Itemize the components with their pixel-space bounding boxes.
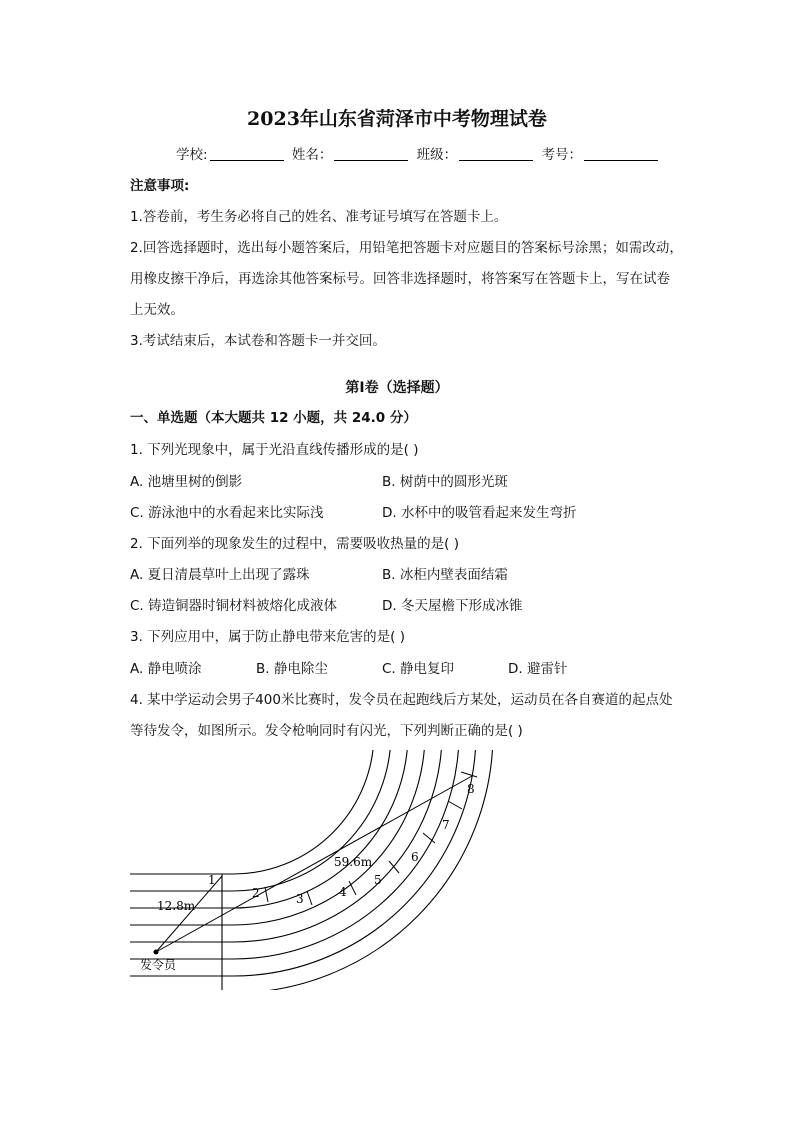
notice-item-2: 2.回答选择题时，选出每小题答案后，用铅笔把答题卡对应题目的答案标号涂黑；如需改动， [130,240,683,256]
question-3-stem: 3. 下列应用中，属于防止静电带来危害的是( ) [130,629,405,645]
lane-number-6: 6 [411,850,419,864]
running-track-figure [120,750,500,990]
exam-title: 2023年山东省菏泽市中考物理试卷 [247,108,547,130]
lane-number-1: 1 [208,873,216,887]
notice-item-3: 3.考试结束后，本试卷和答题卡一并交回。 [130,333,386,349]
name-label: 姓名： [291,147,333,163]
part-title: 第Ⅰ卷（选择题） [345,380,449,396]
question-3-option-c[interactable]: C. 静电复印 [382,661,455,677]
class-label: 班级： [416,147,458,163]
school-blank[interactable] [210,146,284,161]
lane-number-5: 5 [374,873,382,887]
lane-number-4: 4 [339,885,347,899]
question-4-stem-line-2: 等待发令，如图所示。发令枪响同时有闪光，下列判断正确的是( ) [130,723,523,739]
line-to-lane-1 [156,876,222,952]
stagger-marks [265,772,477,905]
question-2-option-b[interactable]: B. 冰柜内壁表面结霜 [382,567,508,583]
distance-short-label: 12.8m [157,899,196,913]
question-2-stem: 2. 下面列举的现象发生的过程中，需要吸收热量的是( ) [130,536,459,552]
question-3-option-a[interactable]: A. 静电喷涂 [130,661,202,677]
question-3-option-b[interactable]: B. 静电除尘 [256,661,328,677]
lane-number-2: 2 [252,886,260,900]
starter-label: 发令员 [140,958,177,972]
track-lanes [130,750,493,990]
question-3-option-d[interactable]: D. 避雷针 [508,661,568,677]
question-1-stem: 1. 下列光现象中，属于光沿直线传播形成的是( ) [130,442,419,458]
notice-item-2-cont: 用橡皮擦干净后，再选涂其他答案标号。回答非选择题时，将答案写在答题卡上，写在试卷 [130,271,670,287]
question-2-option-a[interactable]: A. 夏日清晨草叶上出现了露珠 [130,567,310,583]
notice-heading: 注意事项: [130,178,190,194]
name-blank[interactable] [334,146,408,161]
distance-long-label: 59.6m [334,855,373,869]
question-2-option-d[interactable]: D. 冬天屋檐下形成冰锥 [382,598,523,614]
section-heading: 一、单选题（本大题共 12 小题，共 24.0 分） [130,410,417,426]
question-2-option-c[interactable]: C. 铸造铜器时铜材料被熔化成液体 [130,598,338,614]
school-label: 学校: [176,147,208,163]
question-1-option-a[interactable]: A. 池塘里树的倒影 [130,474,243,490]
question-1-option-b[interactable]: B. 树荫中的圆形光斑 [382,474,508,490]
notice-item-2-end: 上无效。 [130,302,184,318]
notice-item-1: 1.答卷前，考生务必将自己的姓名、准考证号填写在答题卡上。 [130,209,508,225]
question-4-stem-line-1: 4. 某中学运动会男子400米比赛时，发令员在起跑线后方某处，运动员在各自赛道的起点处 [130,692,673,708]
exam-number-label: 考号： [541,147,582,163]
lane-number-8: 8 [467,782,475,796]
lane-number-7: 7 [442,818,450,832]
question-1-option-c[interactable]: C. 游泳池中的水看起来比实际浅 [130,505,324,521]
class-blank[interactable] [459,146,533,161]
question-1-option-d[interactable]: D. 水杯中的吸管看起来发生弯折 [382,505,577,521]
exam-number-blank[interactable] [584,146,658,161]
starter-point [154,950,159,955]
info-fields [176,145,662,165]
lane-number-3: 3 [296,892,304,906]
